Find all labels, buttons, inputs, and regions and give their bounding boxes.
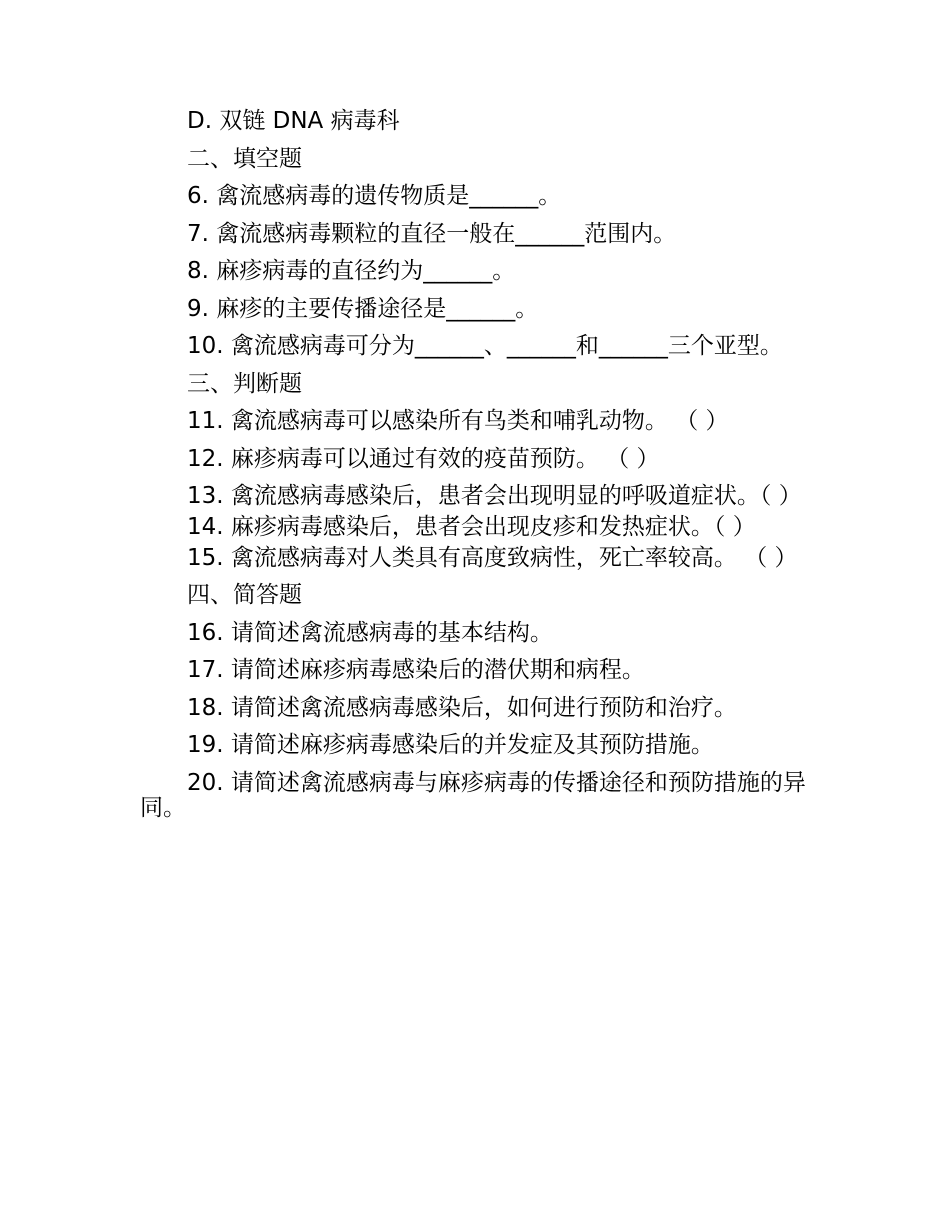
section-heading-fill-in: 二、填空题: [187, 145, 302, 172]
question-12: 12. 麻疹病毒可以通过有效的疫苗预防。 （ ）: [187, 445, 660, 472]
question-8: 8. 麻疹病毒的直径约为______。: [187, 258, 516, 284]
question-11: 11. 禽流感病毒可以感染所有鸟类和哺乳动物。 （ ）: [187, 408, 729, 434]
question-10: 10. 禽流感病毒可分为______、______和______三个亚型。: [187, 333, 783, 359]
question-19: 19. 请简述麻疹病毒感染后的并发症及其预防措施。: [187, 732, 714, 758]
section-heading-short-answer: 四、简答题: [187, 582, 302, 608]
option-d: D. 双链 DNA 病毒科: [187, 108, 400, 134]
section-heading-true-false: 三、判断题: [187, 370, 302, 397]
question-16: 16. 请简述禽流感病毒的基本结构。: [187, 619, 553, 646]
document-page: [140, 103, 820, 827]
question-13: 13. 禽流感病毒感染后，患者会出现明显的呼吸道症状。（ ）: [187, 483, 802, 509]
question-9: 9. 麻疹的主要传播途径是______。: [187, 295, 539, 322]
question-7: 7. 禽流感病毒颗粒的直径一般在______范围内。: [187, 220, 677, 247]
question-18: 18. 请简述禽流感病毒感染后，如何进行预防和治疗。: [187, 694, 737, 721]
question-6: 6. 禽流感病毒的遗传物质是______。: [187, 183, 562, 209]
question-14: 14. 麻疹病毒感染后，患者会出现皮疹和发热症状。（ ）: [187, 514, 756, 540]
question-15: 15. 禽流感病毒对人类具有高度致病性，死亡率较高。 （ ）: [187, 545, 798, 571]
question-17: 17. 请简述麻疹病毒感染后的潜伏期和病程。: [187, 657, 645, 683]
question-20: 20. 请简述禽流感病毒与麻疹病毒的传播途径和预防措施的异同。: [140, 769, 806, 821]
